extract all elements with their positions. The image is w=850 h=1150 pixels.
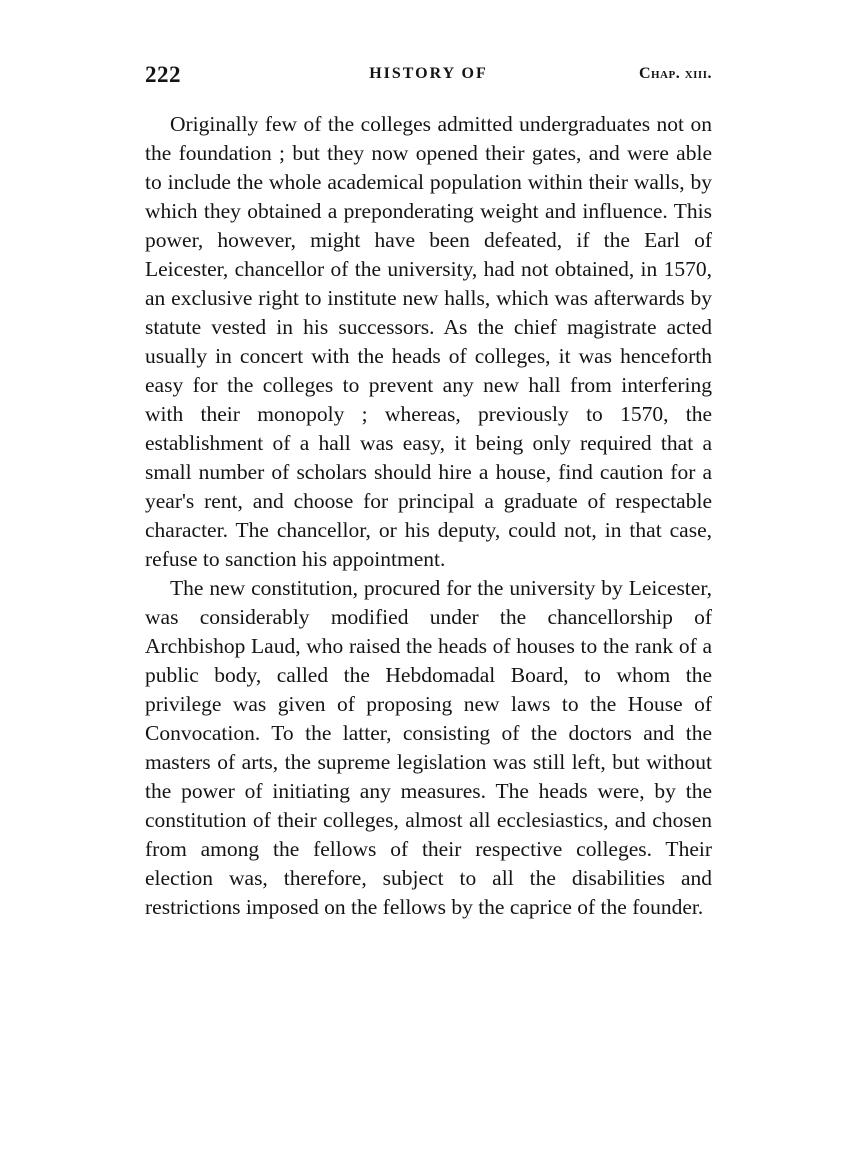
paragraph: The new constitution, procured for the university by Leicester, was considerably modified under the chancellorship of Archbishop Laud, who raised the heads of houses to the rank of a public body, called the Hebdomadal Board, to whom the privilege was given of proposing new laws to the House of Convocation. To the latter, consisting of the doctors and the masters of arts, the supreme legislation was still left, but without the power of initiating any measures. The heads were, by the constitution of their colleges, almost all ecclesiastics, and chosen from among the fellows of their respective colleges. Their election was, therefore, subject to all the disabilities and restrictions imposed on the fellows by the caprice of the founder. bbox=[145, 576, 712, 919]
chapter-reference: Chap. xiii. bbox=[638, 65, 712, 82]
paragraph: Originally few of the colleges admitted undergraduates not on the foundation ; but they now opened their gates, and were able to include the whole academical population within their walls, by which they obtained a preponderating weight and influence. This power, however, might have been defeated, if the Earl of Leicester, chancellor of the university, had not obtained, in 1570, an exclusive right to institute new halls, which was afterwards by statute vested in his successors. As the chief magistrate acted usually in concert with the heads of colleges, it was henceforth easy for the colleges to prevent any new hall from interfering with their monopoly ; whereas, previously to 1570, the establishment of a hall was easy, it being only required that a small number of scholars should hire a house, find caution for a year's rent, and choose for principal a graduate of respectable character. The chancellor, or his deputy, could not, in that case, refuse to sanction his appointment. bbox=[145, 112, 712, 571]
running-title: HISTORY OF bbox=[369, 65, 488, 82]
running-head bbox=[145, 62, 712, 90]
body-text bbox=[145, 110, 712, 922]
page-number: 222 bbox=[145, 62, 181, 87]
